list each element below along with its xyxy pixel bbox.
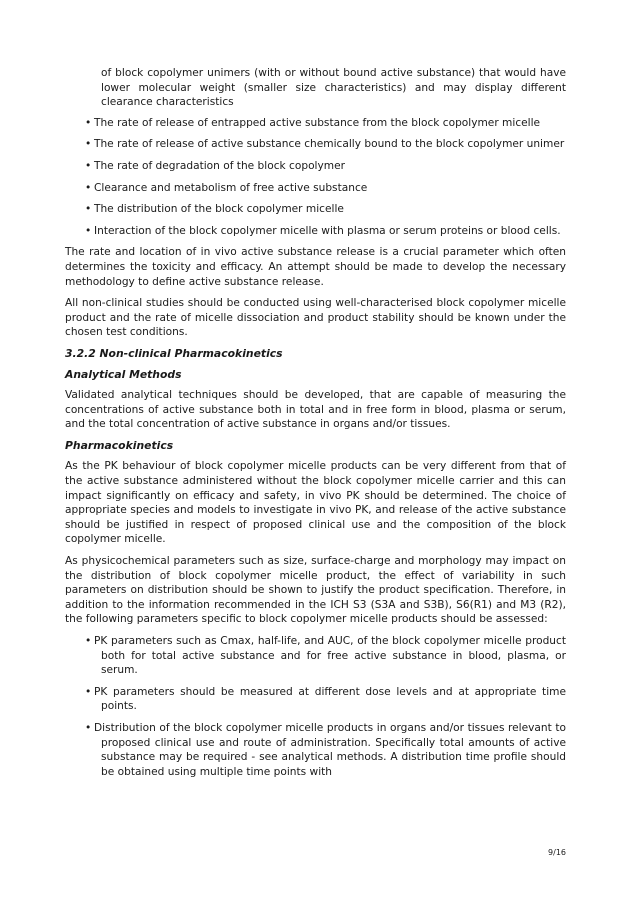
bullet-icon: • xyxy=(85,116,92,129)
list-item: • PK parameters such as Cmax, half-life, and AUC, of the block copolymer micelle product both for total active substance and for free active substance in blood, plasma, or serum. xyxy=(85,635,566,677)
bullet-icon: • xyxy=(85,685,92,698)
list-item: • Interaction of the block copolymer micelle with plasma or serum proteins or blood cells. xyxy=(85,224,561,237)
bullet-icon: • xyxy=(85,224,92,237)
bullet-icon: • xyxy=(85,203,92,216)
bullet-icon: • xyxy=(85,721,92,734)
pk-parameters-list xyxy=(65,634,566,779)
bullet-icon: • xyxy=(85,159,92,172)
continued-bullet-text: of block copolymer unimers (with or without bound active substance) that would have lower molecular weight (smaller size characteristics) and may display different clearance characteristics xyxy=(101,67,566,109)
list-item: • PK parameters should be measured at different dose levels and at appropriate time points. xyxy=(85,685,566,713)
release-paragraph: The rate and location of in vivo active substance release is a crucial parameter which often determines the toxicity and efficacy. An attempt should be made to develop the necessary methodology to define active substance release. xyxy=(65,246,566,288)
list-item: • The distribution of the block copolymer micelle xyxy=(85,203,344,216)
bullet-icon: • xyxy=(85,181,92,194)
bullet-icon: • xyxy=(85,635,92,647)
pk-behaviour-paragraph: As the PK behaviour of block copolymer micelle products can be very different from that of the active substance administered without the block copolymer micelle carrier and this can impact significantly on efficacy and safety, in vivo PK should be determined. The choice of appropriate species and models to investigate in vivo PK, and release of the active substance should be justified in respect of proposed clinical use and the composition of the block copolymer micelle. xyxy=(65,460,566,546)
list-item: • Distribution of the block copolymer micelle products in organs and/or tissues relevant to proposed clinical use and route of administration. Specifically total amounts of active substance may be required - see analytical methods. A distribution time profile should be obtained using multiple time points with xyxy=(85,721,566,778)
list-item: • The rate of degradation of the block copolymer xyxy=(85,159,345,172)
bullet-icon: • xyxy=(85,138,92,151)
list-item: • The rate of release of active substance chemically bound to the block copolymer unimer xyxy=(85,138,565,151)
list-item: • The rate of release of entrapped active substance from the block copolymer micelle xyxy=(85,116,541,129)
release-factors-list xyxy=(65,116,566,239)
studies-paragraph: All non-clinical studies should be conducted using well-characterised block copolymer micelle product and the rate of micelle dissociation and product stability should be known under the chosen test conditions. xyxy=(65,297,566,339)
analytical-methods-paragraph: Validated analytical techniques should be developed, that are capable of measuring the concentrations of active substance both in total and in free form in blood, plasma or serum, and the total concentration of active substance in organs and/or tissues. xyxy=(65,389,566,431)
physicochemical-paragraph: As physicochemical parameters such as size, surface-charge and morphology may impact on the distribution of block copolymer micelle product, the effect of variability in such parameters on distribution should be shown to justify the product specification. Therefore, in addition to the information recommended in the ICH S3 (S3A and S3B), S6(R1) and M3 (R2), the following parameters specific to block copolymer micelle products should be assessed: xyxy=(65,555,566,626)
page-number: 9/16 xyxy=(548,848,566,857)
section-heading: 3.2.2 Non-clinical Pharmacokinetics xyxy=(65,346,283,360)
list-item: • Clearance and metabolism of free active substance xyxy=(85,181,368,194)
analytical-methods-heading: Analytical Methods xyxy=(65,367,182,381)
pharmacokinetics-heading: Pharmacokinetics xyxy=(65,438,174,452)
